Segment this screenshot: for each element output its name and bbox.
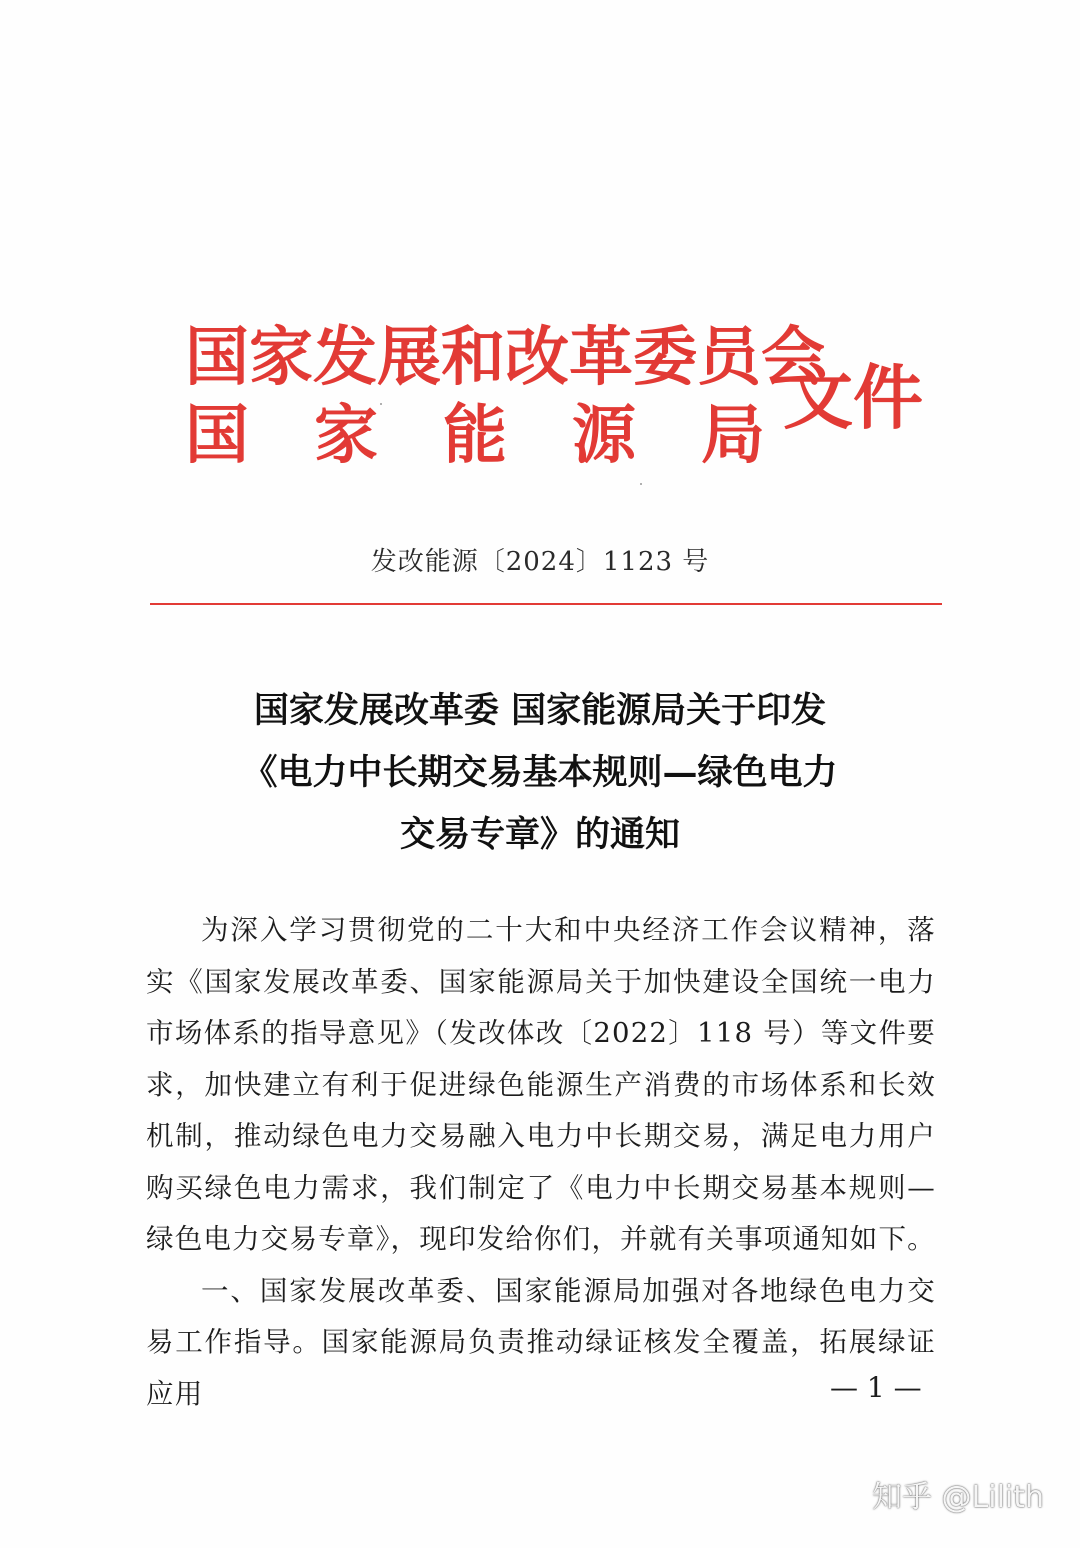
title-line: 《电力中长期交易基本规则—绿色电力 <box>242 752 838 793</box>
red-divider-line <box>150 603 942 605</box>
document-title <box>0 680 1080 866</box>
watermark-text: 知乎 @Lilith <box>872 1480 1045 1515</box>
header-char: 国 <box>185 398 249 473</box>
body-paragraph: 为深入学习贯彻党的二十大和中央经济工作会议精神，落实《国家发展改革委、国家能源局关于加快建设全国统一电力市场体系的指导意见》（发改体改〔2022〕118 号）等文件要求，加快建立有利于促进绿色能源生产消费的市场体系和长效机制，推动绿色电力交易融入电力中长期交易，满足电力用户购买绿色电力需求，我们制定了《电力中长期交易基本规则—绿色电力交易专章》，现印发给你们，并就有关事项通知如下。 <box>146 914 936 1255</box>
scan-speck <box>380 403 382 405</box>
header-line-nea <box>185 396 765 476</box>
issuing-authority-header <box>185 318 925 478</box>
header-suffix-document: 文件 <box>783 356 923 439</box>
header-char: 局 <box>701 398 765 473</box>
header-char: 家 <box>314 398 378 473</box>
title-line: 交易专章》的通知 <box>399 814 680 855</box>
page-number: — 1 — <box>830 1371 922 1404</box>
header-char: 能 <box>443 398 507 473</box>
body-paragraph: 一、国家发展改革委、国家能源局加强对各地绿色电力交易工作指导。国家能源局负责推动绿证核发全覆盖，拓展绿证应用 <box>146 1274 936 1410</box>
document-number: 发改能源〔2024〕1123 号 <box>370 547 710 577</box>
header-char: 源 <box>572 398 636 473</box>
header-line-ndrc: 国家发展和改革委员会 <box>185 320 825 395</box>
scan-speck <box>640 483 642 485</box>
title-line: 国家发展改革委 国家能源局关于印发 <box>253 690 827 731</box>
document-body <box>146 905 936 1420</box>
